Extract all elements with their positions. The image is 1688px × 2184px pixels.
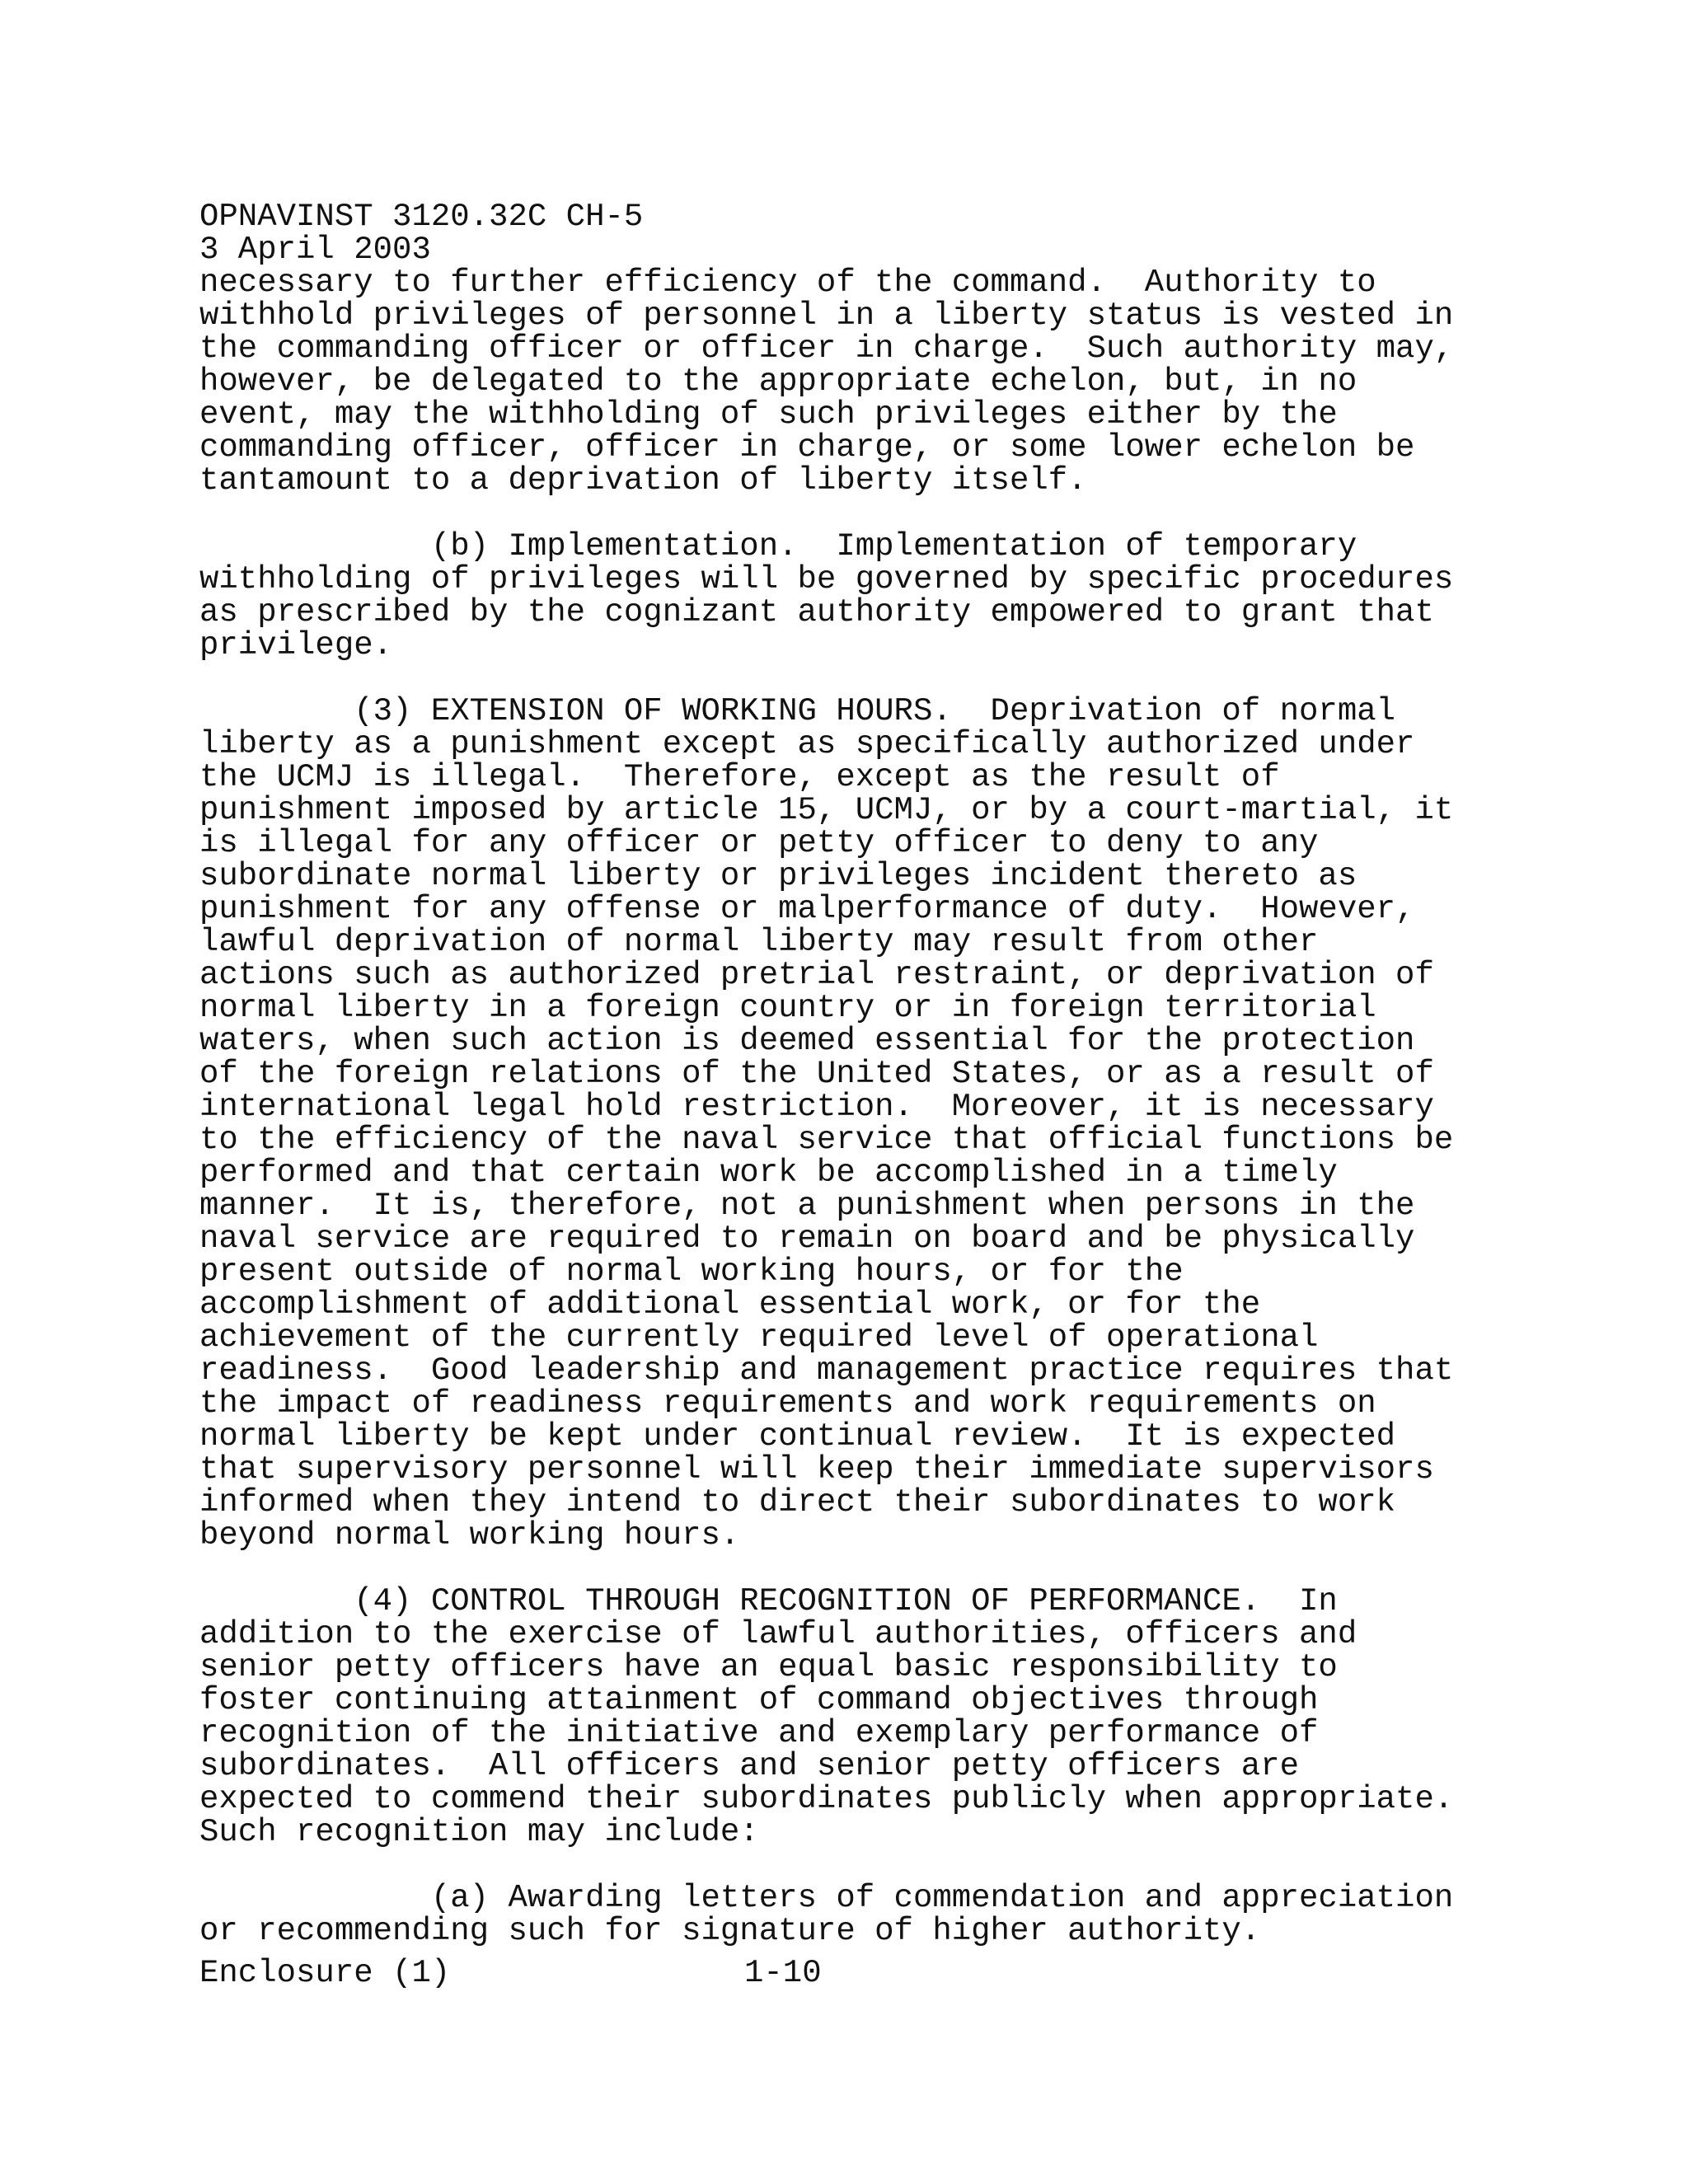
body-line: that supervisory personnel will keep their immediate supervisors xyxy=(199,1451,1434,1488)
body-line: performed and that certain work be accomplished in a timely xyxy=(199,1155,1338,1191)
body-line: liberty as a punishment except as specifically authorized under xyxy=(199,726,1415,762)
body-line: however, be delegated to the appropriate echelon, but, in no xyxy=(199,363,1357,400)
body-line: addition to the exercise of lawful authorities, officers and xyxy=(199,1616,1357,1652)
body-line: readiness. Good leadership and management practice requires that xyxy=(199,1352,1454,1389)
body-line: the commanding officer or officer in charge. Such authority may, xyxy=(199,330,1454,367)
body-line: event, may the withholding of such privileges either by the xyxy=(199,396,1338,433)
body-line: achievement of the currently required level of operational xyxy=(199,1319,1319,1356)
body-line: recognition of the initiative and exemplary performance of xyxy=(199,1715,1319,1751)
body-line: (4) CONTROL THROUGH RECOGNITION OF PERFORMANCE. In xyxy=(199,1583,1338,1619)
body-line: expected to commend their subordinates publicly when appropriate. xyxy=(199,1781,1454,1817)
body-line: necessary to further efficiency of the command. Authority to xyxy=(199,265,1376,301)
body-line: (b) Implementation. Implementation of temporary xyxy=(199,528,1357,565)
body-line: actions such as authorized pretrial restraint, or deprivation of xyxy=(199,957,1434,993)
body-line: normal liberty in a foreign country or in foreign territorial xyxy=(199,990,1376,1026)
body-line: the UCMJ is illegal. Therefore, except as the result of xyxy=(199,759,1280,795)
body-line: international legal hold restriction. Moreover, it is necessary xyxy=(199,1089,1434,1125)
body-line: the impact of readiness requirements and work requirements on xyxy=(199,1385,1376,1422)
body-line: (a) Awarding letters of commendation and appreciation xyxy=(199,1880,1454,1916)
body-line: senior petty officers have an equal basic responsibility to xyxy=(199,1649,1338,1685)
body-line: subordinate normal liberty or privileges incident thereto as xyxy=(199,858,1357,894)
body-line: lawful deprivation of normal liberty may result from other xyxy=(199,924,1319,960)
body-line: punishment for any offense or malperformance of duty. However, xyxy=(199,891,1415,927)
body-line: withhold privileges of personnel in a liberty status is vested in xyxy=(199,298,1454,334)
body-line: privilege. xyxy=(199,627,393,663)
body-line: withholding of privileges will be governed by specific procedures xyxy=(199,561,1454,598)
body-line: accomplishment of additional essential work, or for the xyxy=(199,1286,1261,1323)
body-line: commanding officer, officer in charge, or some lower echelon be xyxy=(199,429,1415,466)
body-line: Such recognition may include: xyxy=(199,1814,759,1850)
body-line: informed when they intend to direct their subordinates to work xyxy=(199,1484,1396,1521)
body-line: subordinates. All officers and senior petty officers are xyxy=(199,1748,1300,1784)
body-line: normal liberty be kept under continual review. It is expected xyxy=(199,1418,1396,1455)
body-line: as prescribed by the cognizant authority empowered to grant that xyxy=(199,594,1434,630)
body-line: waters, when such action is deemed essential for the protection xyxy=(199,1023,1415,1059)
document-date: 3 April 2003 xyxy=(199,232,431,268)
body-line: is illegal for any officer or petty officer to deny to any xyxy=(199,825,1319,861)
body-line: beyond normal working hours. xyxy=(199,1517,740,1554)
body-line: to the efficiency of the naval service that official functions be xyxy=(199,1122,1454,1158)
body-line: punishment imposed by article 15, UCMJ, or by a court-martial, it xyxy=(199,792,1454,828)
footer-enclosure: Enclosure (1) xyxy=(199,1955,451,1991)
body-line: tantamount to a deprivation of liberty itself. xyxy=(199,462,1087,499)
body-line: present outside of normal working hours, or for the xyxy=(199,1254,1184,1290)
body-line: or recommending such for signature of higher authority. xyxy=(199,1913,1261,1949)
body-line: manner. It is, therefore, not a punishment when persons in the xyxy=(199,1188,1415,1224)
body-line: of the foreign relations of the United States, or as a result of xyxy=(199,1056,1434,1092)
document-id: OPNAVINST 3120.32C CH-5 xyxy=(199,199,644,235)
body-line: (3) EXTENSION OF WORKING HOURS. Deprivation of normal xyxy=(199,693,1396,729)
body-line: foster continuing attainment of command objectives through xyxy=(199,1682,1319,1718)
footer-page-number: 1-10 xyxy=(744,1955,822,1991)
body-line: naval service are required to remain on board and be physically xyxy=(199,1221,1415,1257)
